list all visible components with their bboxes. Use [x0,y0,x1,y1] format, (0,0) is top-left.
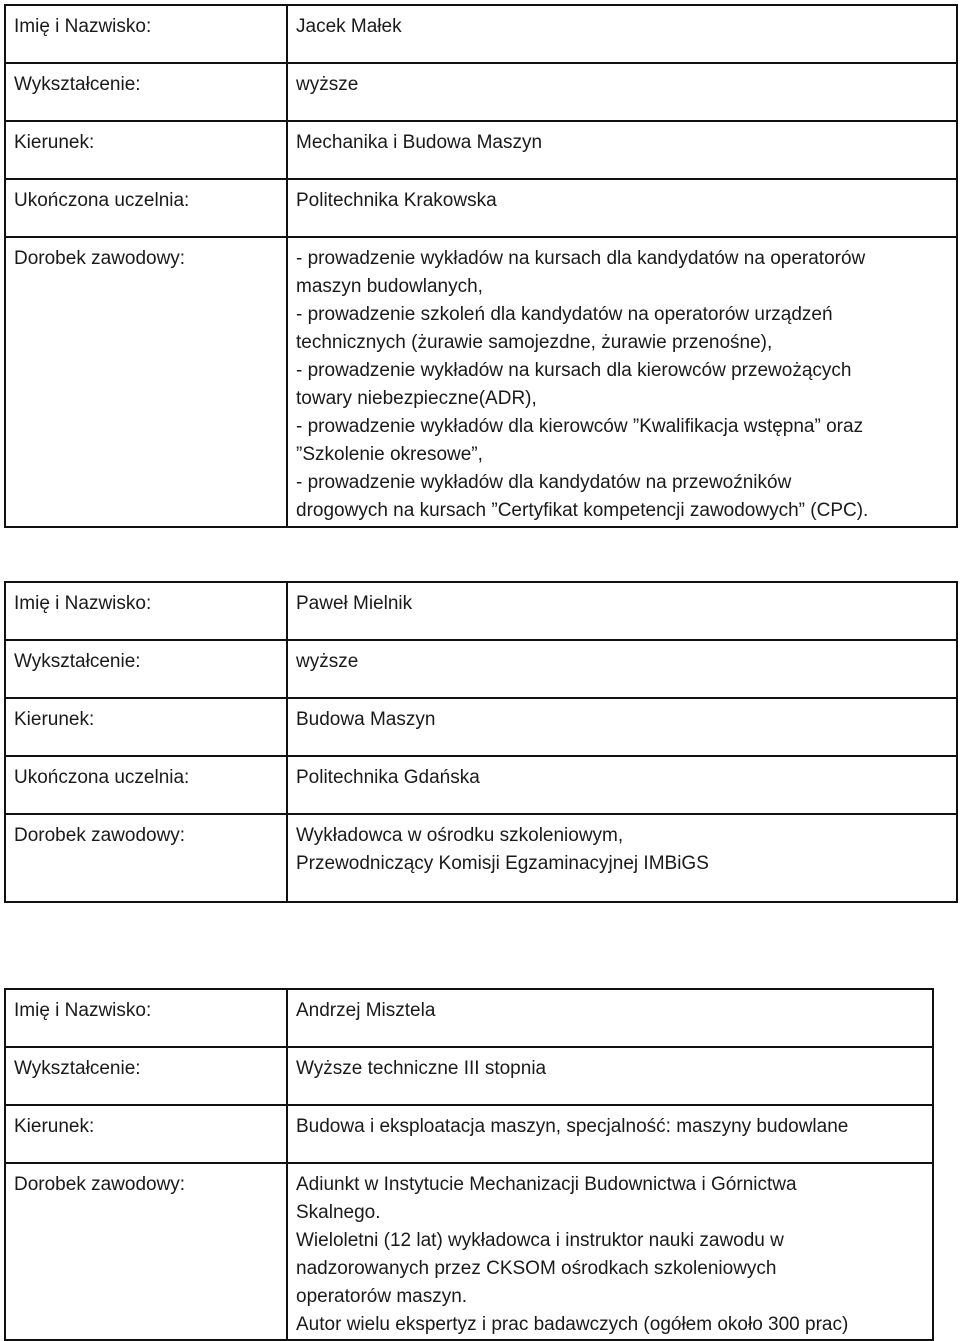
value-line: Przewodniczący Komisji Egzaminacyjnej IMBiGS [296,853,709,874]
row-label: Dorobek zawodowy: [5,237,287,527]
row-label: Wykształcenie: [5,1047,287,1105]
table-row-name [5,582,957,640]
value-line: Jacek Małek [296,16,402,37]
table-row-university [5,756,957,814]
row-value [287,1047,933,1105]
row-label: Ukończona uczelnia: [5,756,287,814]
row-label: Wykształcenie: [5,640,287,698]
value-line: Budowa i eksploatacja maszyn, specjalność: maszyny budowlane [296,1116,849,1137]
row-value [287,756,957,814]
row-value [287,63,957,121]
value-line: Wyższe techniczne III stopnia [296,1058,547,1079]
row-label: Kierunek: [5,698,287,756]
value-line: technicznych (żurawie samojezdne, żurawie przenośne), [296,332,773,353]
value-line: Andrzej Misztela [296,1000,436,1021]
value-line: ”Szkolenie okresowe”, [296,444,483,465]
value-line: Skalnego. [296,1202,381,1223]
value-line: Adiunkt w Instytucie Mechanizacji Budownictwa i Górnictwa [296,1174,797,1195]
value-line: Budowa Maszyn [296,709,436,730]
value-line: Wykładowca w ośrodku szkoleniowym, [296,825,624,846]
table-row-name [5,989,933,1047]
row-value [287,5,957,63]
table-row-name [5,5,957,63]
row-value [287,1163,933,1340]
row-value [287,121,957,179]
profile-table-pawel-mielnik [4,581,958,903]
value-line: wyższe [296,651,359,672]
row-value [287,989,933,1047]
row-label: Imię i Nazwisko: [5,582,287,640]
row-value [287,640,957,698]
profile-table-jacek-malek [4,4,958,528]
row-label: Dorobek zawodowy: [5,814,287,902]
value-line: wyższe [296,74,359,95]
row-value [287,582,957,640]
row-label: Kierunek: [5,121,287,179]
table-row-experience [5,237,957,527]
table-row-education [5,63,957,121]
table-row-university [5,179,957,237]
value-line: - prowadzenie wykładów dla kandydatów na przewoźników [296,472,792,493]
row-label: Dorobek zawodowy: [5,1163,287,1340]
value-line: nadzorowanych przez CKSOM ośrodkach szkoleniowych [296,1258,777,1279]
row-value [287,1105,933,1163]
row-label: Kierunek: [5,1105,287,1163]
table-row-field [5,1105,933,1163]
row-value [287,698,957,756]
value-line: maszyn budowlanych, [296,276,483,297]
value-line: Paweł Mielnik [296,593,413,614]
value-line: - prowadzenie wykładów na kursach dla kandydatów na operatorów [296,248,866,269]
value-line: - prowadzenie szkoleń dla kandydatów na operatorów urządzeń [296,304,833,325]
row-label: Wykształcenie: [5,63,287,121]
table-row-experience [5,814,957,902]
value-line: - prowadzenie wykładów dla kierowców ”Kwalifikacja wstępna” oraz [296,416,864,437]
value-line: towary niebezpieczne(ADR), [296,388,537,409]
profile-table-andrzej-misztela [4,988,934,1341]
value-line: drogowych na kursach ”Certyfikat kompetencji zawodowych” (CPC). [296,500,869,521]
value-line: Politechnika Gdańska [296,767,480,788]
table-row-experience [5,1163,933,1340]
row-label: Ukończona uczelnia: [5,179,287,237]
table-row-field [5,121,957,179]
value-line: Politechnika Krakowska [296,190,497,211]
row-value [287,179,957,237]
row-value [287,237,957,527]
table-row-field [5,698,957,756]
table-row-education [5,640,957,698]
value-line: operatorów maszyn. [296,1286,468,1307]
value-line: Mechanika i Budowa Maszyn [296,132,543,153]
value-line: Wieloletni (12 lat) wykładowca i instruktor nauki zawodu w [296,1230,784,1251]
row-label: Imię i Nazwisko: [5,989,287,1047]
row-value [287,814,957,902]
table-row-education [5,1047,933,1105]
value-line: - prowadzenie wykładów na kursach dla kierowców przewożących [296,360,852,381]
value-line: Autor wielu ekspertyz i prac badawczych (ogółem około 300 prac) [296,1314,849,1335]
row-label: Imię i Nazwisko: [5,5,287,63]
